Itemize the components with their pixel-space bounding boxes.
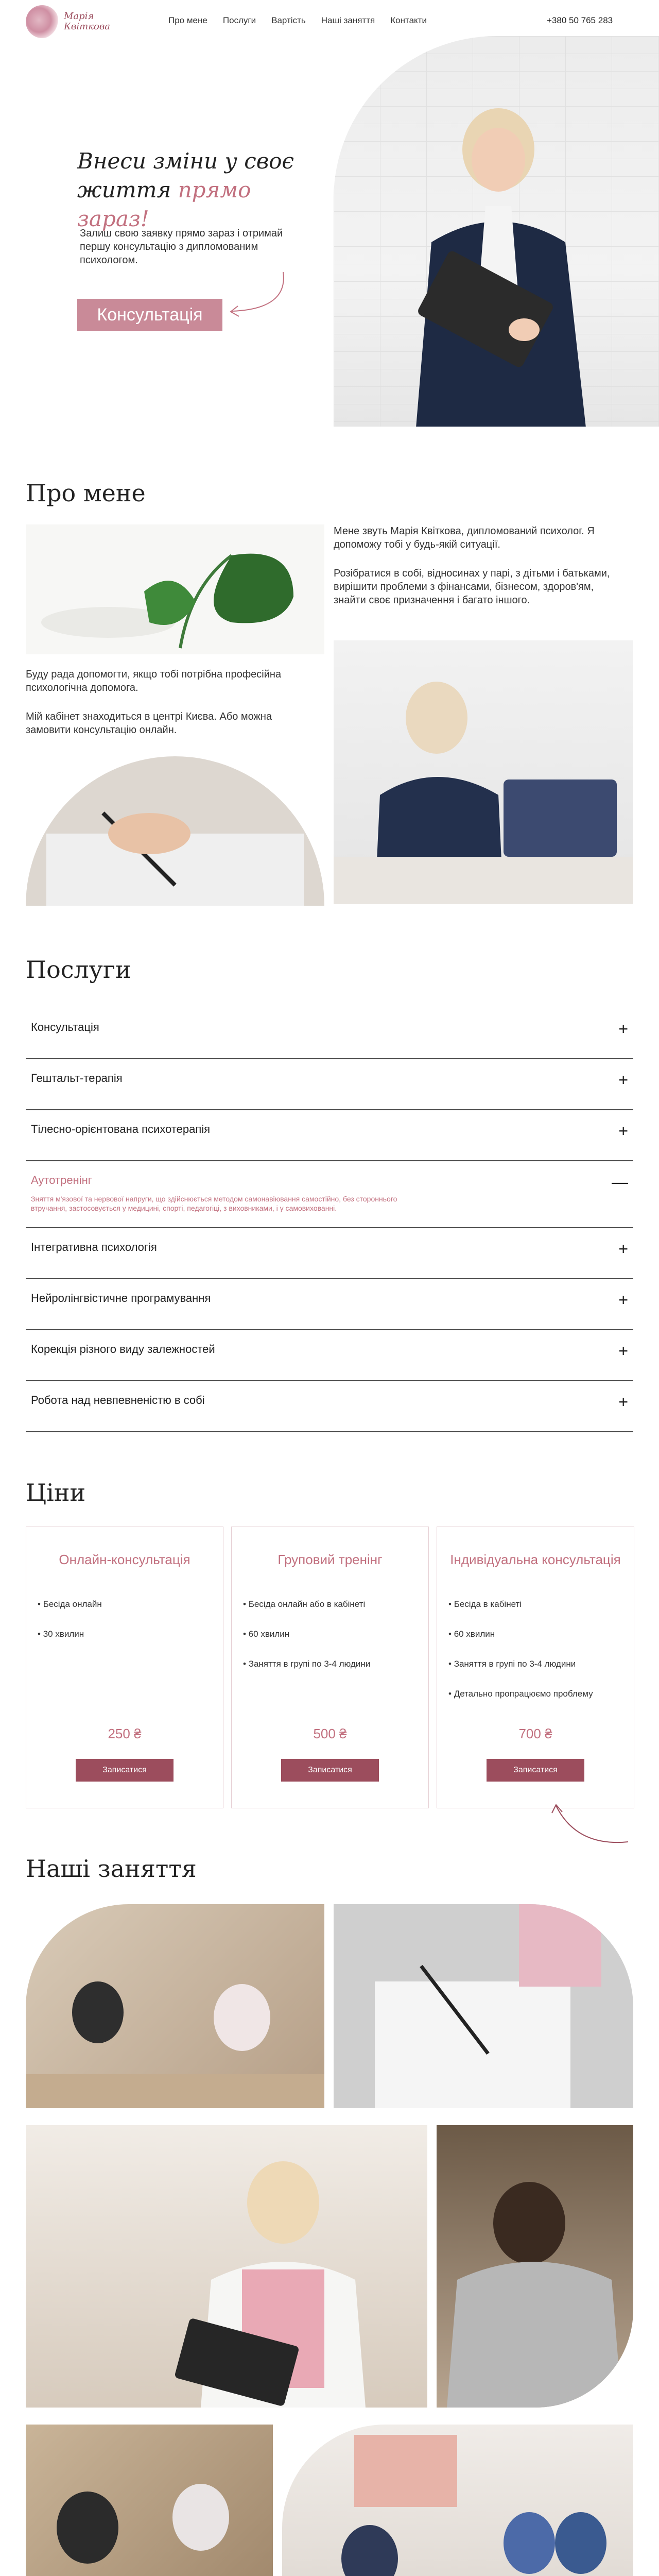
- hero-title-line2: [77, 176, 314, 233]
- service-row[interactable]: [26, 1329, 633, 1381]
- price-card: [231, 1527, 429, 1808]
- service-row[interactable]: [26, 1160, 633, 1228]
- price-value: 500 ₴: [313, 1726, 347, 1741]
- logo-text: [64, 11, 110, 32]
- signup-button[interactable]: Записатися: [281, 1759, 379, 1782]
- service-row[interactable]: [26, 1109, 633, 1161]
- about-title: Про мене: [26, 479, 146, 507]
- price-value: 700 ₴: [518, 1726, 552, 1741]
- hero-text: Залиш свою заявку прямо зараз і отримай першу консультацію з дипломованим психологом.: [80, 228, 283, 266]
- service-label: Гештальт-терапія: [31, 1072, 123, 1084]
- laptop-photo: [334, 640, 633, 904]
- service-row[interactable]: [26, 1227, 633, 1279]
- price-value: 250 ₴: [108, 1726, 142, 1741]
- session-photo-1: [26, 1904, 324, 2108]
- hug-illustration: [437, 2125, 633, 2408]
- price-card-title: Груповий тренінг: [278, 1552, 383, 1567]
- bullet-icon: •: [38, 1599, 43, 1609]
- price-feature-text: Заняття в групі по 3-4 людини: [454, 1659, 576, 1669]
- signup-button[interactable]: Записатися: [487, 1759, 584, 1782]
- notes-writing-illustration: [334, 1904, 633, 2108]
- plant-photo: [26, 524, 324, 654]
- session-photo-2: [334, 1904, 633, 2108]
- bullet-icon: •: [243, 1659, 249, 1669]
- writing-photo: [26, 756, 324, 906]
- hero-title-line1: Внеси зміни у своє: [77, 148, 294, 174]
- price-feature: [448, 1689, 593, 1699]
- monstera-leaf-icon: [26, 524, 324, 654]
- logo-line2: Квіткова: [64, 21, 111, 32]
- price-card-title: Онлайн-консультація: [59, 1552, 190, 1567]
- expand-plus-icon[interactable]: +: [618, 1071, 628, 1089]
- session-photo-3: [26, 2125, 427, 2408]
- hero-arrow-icon: [211, 268, 293, 325]
- service-label: Аутотренінг: [31, 1174, 92, 1187]
- collapse-icon[interactable]: —: [612, 1173, 628, 1191]
- service-description: Зняття м'язової та нервової напруги, що здійснюється методом самонавіювання самостійно, без стороннього втручання, застосовується у медицині, спорті, педагогіці, з виховниками, і у самовихованні.: [31, 1195, 397, 1212]
- nav-about[interactable]: Про мене: [168, 15, 207, 25]
- about-p3: Буду рада допомогти, якщо тобі потрібна професійна психологічна допомога.: [26, 669, 282, 693]
- service-row[interactable]: [26, 1058, 633, 1110]
- nav-prices[interactable]: Вартість: [271, 15, 306, 25]
- services-title: Послуги: [26, 956, 131, 984]
- price-feature: [243, 1629, 289, 1639]
- service-label: Консультація: [31, 1021, 99, 1033]
- session-photo-4: [437, 2125, 633, 2408]
- price-feature-text: Бесіда онлайн або в кабінеті: [248, 1599, 366, 1609]
- couple-therapy-illustration: [26, 2425, 273, 2576]
- price-feature: [38, 1599, 102, 1609]
- service-label: Тілесно-орієнтована психотерапія: [31, 1123, 211, 1136]
- service-label: Нейролінгвістичне програмування: [31, 1292, 211, 1304]
- price-feature-text: Бесіда онлайн: [43, 1599, 102, 1609]
- session-photo-6: [282, 2425, 633, 2576]
- woman-laptop-illustration: [334, 640, 633, 904]
- nav-contacts[interactable]: Контакти: [390, 15, 427, 25]
- price-card-title: Індивідуальна консультація: [450, 1552, 621, 1567]
- bullet-icon: •: [243, 1629, 249, 1639]
- expand-plus-icon[interactable]: +: [618, 1122, 628, 1140]
- price-feature: [448, 1659, 576, 1669]
- about-p1: Мене звуть Марія Квіткова, дипломований психолог. Я допоможу тобі у будь-якій ситуації.: [334, 526, 595, 550]
- therapy-session-illustration: [26, 1904, 324, 2108]
- service-label: Робота над невпевненістю в собі: [31, 1394, 205, 1406]
- hero-title-accent: прямо зараз!: [77, 177, 251, 231]
- prices-title: Ціни: [26, 1479, 86, 1506]
- price-feature: [243, 1599, 365, 1609]
- expand-plus-icon[interactable]: +: [618, 1020, 628, 1038]
- price-feature-text: Детально пропрацюємо проблему: [454, 1689, 593, 1699]
- logo-mark: [26, 5, 59, 38]
- hero-title-plain: життя: [77, 177, 178, 202]
- service-label: Корекція різного виду залежностей: [31, 1343, 215, 1355]
- bullet-icon: •: [448, 1659, 454, 1669]
- about-p4: Мій кабінет знаходиться в центрі Києва. Або можна замовити консультацію онлайн.: [26, 711, 272, 736]
- price-feature-text: Заняття в групі по 3-4 людини: [248, 1659, 371, 1669]
- about-p2: Розібратися в собі, відносинах у парі, з дітьми і батьками, вирішити проблеми з фінансами, бізнесом, здоров'ям, знайти своє призначення і багато іншого.: [334, 568, 610, 606]
- hand-writing-illustration: [26, 756, 324, 906]
- price-feature-text: 60 хвилин: [248, 1629, 290, 1639]
- header-phone[interactable]: +380 50 765 283: [547, 15, 613, 25]
- price-feature: [448, 1599, 522, 1609]
- logo[interactable]: [26, 5, 110, 38]
- price-feature-text: Бесіда в кабінеті: [454, 1599, 522, 1609]
- psychologist-portrait: [370, 88, 637, 427]
- price-card: [26, 1527, 223, 1808]
- price-feature: [448, 1629, 495, 1639]
- price-feature: [243, 1659, 370, 1669]
- signup-button[interactable]: Записатися: [76, 1759, 174, 1782]
- expand-plus-icon[interactable]: +: [618, 1291, 628, 1309]
- expand-plus-icon[interactable]: +: [618, 1342, 628, 1360]
- top-nav: [168, 15, 427, 26]
- gallery-title: Наші заняття: [26, 1855, 197, 1883]
- hero-photo: [334, 36, 659, 427]
- consultation-button[interactable]: Консультація: [77, 299, 222, 331]
- price-feature-text: 30 хвилин: [43, 1629, 84, 1639]
- service-row[interactable]: [26, 1007, 633, 1059]
- bullet-icon: •: [38, 1629, 43, 1639]
- bullet-icon: •: [448, 1629, 454, 1639]
- logo-line1: Марія: [64, 11, 94, 22]
- price-feature: [38, 1629, 84, 1639]
- price-feature-text: 60 хвилин: [454, 1629, 495, 1639]
- bullet-icon: •: [448, 1689, 454, 1699]
- expand-plus-icon[interactable]: +: [618, 1240, 628, 1258]
- bullet-icon: •: [448, 1599, 454, 1609]
- hero-title: [77, 147, 314, 233]
- expand-plus-icon[interactable]: +: [618, 1393, 628, 1411]
- service-row[interactable]: [26, 1380, 633, 1432]
- nav-sessions[interactable]: Наші заняття: [321, 15, 375, 25]
- woman-tablet-illustration: [26, 2125, 427, 2408]
- session-photo-5: [26, 2425, 273, 2576]
- service-row[interactable]: [26, 1278, 633, 1330]
- service-label: Інтегративна психологія: [31, 1241, 157, 1253]
- prices-arrow-icon: [530, 1790, 633, 1852]
- nav-services[interactable]: Послуги: [222, 15, 256, 25]
- group-session-illustration: [282, 2425, 633, 2576]
- bullet-icon: •: [243, 1599, 249, 1609]
- price-card: [437, 1527, 634, 1808]
